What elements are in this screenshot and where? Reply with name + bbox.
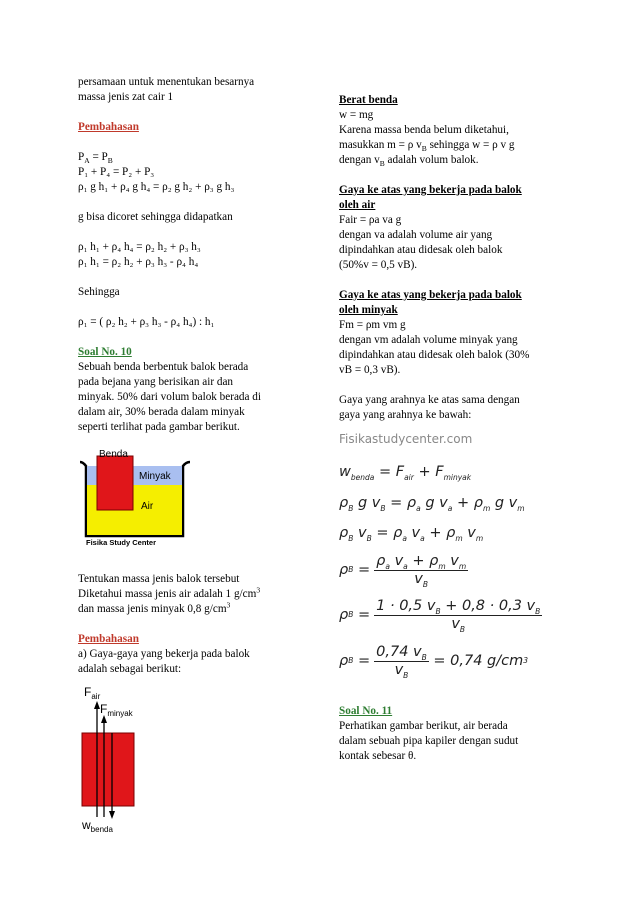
forces-line-1: a) Gaya-gaya yang bekerja pada balok: [78, 648, 250, 660]
displaced-text-2: dipindahkan atau didesak oleh balok (30%: [339, 349, 530, 361]
equation-4: ρ B = $\frac{\rho_a v_a + \rho_m v_m}{v_B}$: [339, 552, 467, 589]
benda-label: Benda: [99, 449, 128, 460]
intro-line-1: persamaan untuk menentukan besarnya: [78, 76, 255, 88]
equation-1: $w_{benda} = F_{air} + F_{minyak}$: [339, 464, 472, 482]
intro-line-2: massa jenis zat cair 1: [78, 91, 174, 103]
block-fbd: [82, 733, 134, 806]
thirty-percent-text: vB = 0,3 vB).: [339, 364, 401, 376]
equation-pa-pb: $P_A = P_B$: [78, 151, 113, 166]
buoyancy-oil-heading-2: oleh minyak: [339, 304, 398, 316]
sehingga-text: Sehingga: [78, 286, 120, 298]
block: [97, 456, 133, 510]
buoyancy-water-heading-2: oleh air: [339, 199, 376, 211]
fm-equation: Fm = ρm vm g: [339, 319, 406, 331]
berat-benda-heading: Berat benda: [339, 94, 398, 106]
equation-2: $\rho_B$ g $v_B = \rho_a$ g $v_a + \rho_m$ g $v_m$: [339, 495, 525, 513]
equation-pressure-sum: P₁ + P₄ = P₂ + P₃: [78, 166, 155, 178]
soal-10-heading: Soal No. 10: [78, 346, 132, 358]
density-oil-text: dan massa jenis minyak 0,8 $g/cm^3$: [78, 600, 231, 615]
arrow-down-weight: [109, 811, 115, 819]
w-benda-label: $w_{benda}$: [82, 818, 113, 834]
soal-10-line-5: seperti terlihat pada gambar berikut.: [78, 421, 240, 433]
left-column: [78, 75, 298, 835]
equation-block: [339, 456, 569, 684]
soal-11-line-1: Perhatikan gambar berikut, air berada: [339, 720, 508, 732]
equation-rho-h: ρ₁ h₁ + ρ₄ h₄ = ρ₂ h₂ + ρ₃ h₃: [78, 241, 201, 253]
displaced-text: dipindahkan atau didesak oleh balok: [339, 244, 503, 256]
soal-11-line-3: kontak sebesar θ.: [339, 750, 417, 762]
soal-10-line-1: Sebuah benda berbentuk balok berada: [78, 361, 249, 373]
balance-text-1: Gaya yang arahnya ke atas sama dengan: [339, 394, 520, 406]
density-water-text: Diketahui massa jenis air adalah 1 $g/cm^3$: [78, 585, 261, 600]
karena-text: Karena massa benda belum diketahui,: [339, 124, 509, 136]
f-minyak-label: $F_{minyak}$: [100, 702, 133, 718]
equation-rho1-h1: ρ₁ h₁ = ρ₂ h₂ + ρ₃ h₃ - ρ₄ h₄: [78, 256, 199, 268]
vm-text: dengan vm adalah volume minyak yang: [339, 334, 518, 346]
pembahasan-heading-2: Pembahasan: [78, 633, 139, 645]
soal-10-line-2: pada bejana yang berisikan air dan: [78, 376, 234, 388]
equation-3: $\rho_B$ $v_B = \rho_a$ $v_a + \rho_m$ $v_m$: [339, 525, 484, 543]
air-label: Air: [141, 501, 154, 512]
pembahasan-heading: Pembahasan: [78, 121, 139, 133]
minyak-label: Minyak: [139, 471, 171, 482]
equation-6: ρ B = $\frac{0,74 v_B}{v_B}$ = 0,74 g/cm 3: [339, 643, 529, 680]
soal-11-heading: Soal No. 11: [339, 705, 393, 717]
buoyancy-water-heading-1: Gaya ke atas yang bekerja pada balok: [339, 184, 522, 196]
balance-text-2: gaya yang arahnya ke bawah:: [339, 409, 472, 421]
buoyancy-oil-heading-1: Gaya ke atas yang bekerja pada balok: [339, 289, 522, 301]
container-figure: [78, 448, 198, 548]
soal-10-line-4: dalam air, 30% berada dalam minyak: [78, 406, 245, 418]
equation-5: ρ B = $\frac{1 \cdot 0,5 v_B + 0,8 \cdot 0,3 v_B}{v_B}$: [339, 597, 541, 634]
free-body-diagram: [78, 685, 168, 835]
forces-line-2: adalah sebagai berikut:: [78, 663, 182, 675]
soal-10-line-3: minyak. 50% dari volum balok berada di: [78, 391, 261, 403]
g-cancel-text: g bisa dicoret sehingga didapatkan: [78, 211, 233, 223]
volume-balok-text: dengan $v_B$ adalah volum balok.: [339, 154, 479, 169]
watermark: Fisikastudycenter.com: [339, 432, 473, 446]
masukkan-text: masukkan m = ρ $v_B$ sehingga w = ρ v g: [339, 139, 515, 154]
figure-credit: Fisika Study Center: [86, 538, 157, 547]
fifty-percent-text: (50%v = 0,5 vB).: [339, 259, 418, 271]
arrow-up-oil: [101, 715, 107, 723]
w-equals-mg: w = mg: [339, 109, 374, 121]
va-text: dengan va adalah volume air yang: [339, 229, 493, 241]
equation-rho1-result: ρ₁ = ( ρ₂ h₂ + ρ₃ h₃ - ρ₄ h₄) : h₁: [78, 316, 215, 328]
tentukan-text: Tentukan massa jenis balok tersebut: [78, 573, 240, 585]
right-column: [339, 93, 569, 764]
fair-equation: Fair = ρa va g: [339, 214, 402, 226]
f-air-label: $F_{air}$: [84, 685, 101, 701]
soal-11-line-2: dalam sebuah pipa kapiler dengan sudut: [339, 735, 519, 747]
equation-rho-g-h: ρ₁ g h₁ + ρ₄ g h₄ = ρ₂ g h₂ + ρ₃ g h₃: [78, 181, 235, 193]
